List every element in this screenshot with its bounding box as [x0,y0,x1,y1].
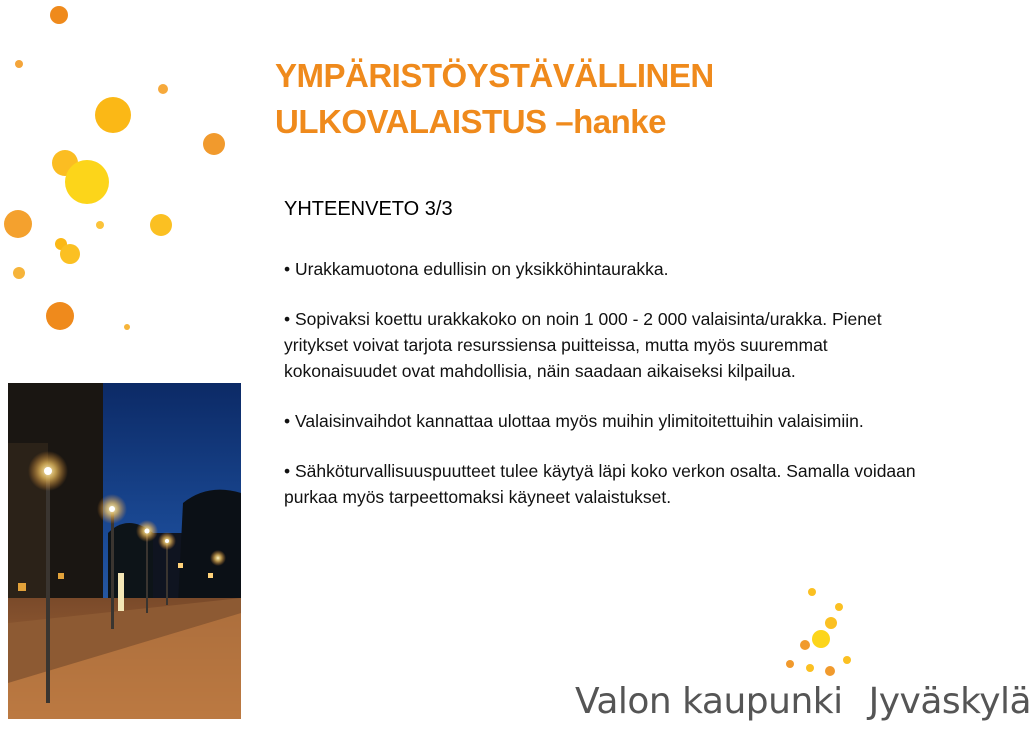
decor-dot [150,214,172,236]
street-photo [8,383,241,719]
bullet-paragraph: • Sähköturvallisuuspuutteet tulee käytyä läpi koko verkon osalta. Samalla voidaan purkaa myös tarpeettomaksi käyneet valaistukset. [284,461,916,507]
logo-dot [812,630,830,648]
logo-dot [843,656,851,664]
decor-dot [96,221,104,229]
bullet-paragraph: • Sopivaksi koettu urakkakoko on noin 1 000 - 2 000 valaisinta/urakka. Pienet yritykset voivat tarjota resurssiensa puitteissa, mutta myös suuremmat kokonaisuudet ovat mahdollisia, näin saadaan aikaiseksi kilpailua. [284,309,882,381]
logo-text-left: Valon kaupunki [575,681,843,722]
logo-dot [825,666,835,676]
bullet-paragraph: • Urakkamuotona edullisin on yksikköhintaurakka. [284,259,669,279]
decor-dot [46,302,74,330]
decor-dot [50,6,68,24]
decor-dot [13,267,25,279]
decor-dot [60,244,80,264]
logo-dot [786,660,794,668]
logo-dot [825,617,837,629]
logo-text-right: Jyväskylä [868,681,1031,722]
slide-body [284,256,924,534]
logo-dot [800,640,810,650]
decor-dot [124,324,130,330]
city-logo [575,680,1031,724]
logo-dot [806,664,814,672]
slide-subtitle: YHTEENVETO 3/3 [284,198,453,220]
bullet-paragraph: • Valaisinvaihdot kannattaa ulottaa myös muihin ylimitoitettuihin valaisimiin. [284,411,864,431]
logo-dot [835,603,843,611]
street-photo-illustration [8,383,241,719]
logo-dot [808,588,816,596]
title-line-2: ULKOVALAISTUS –hanke [275,103,666,140]
decor-dot [15,60,23,68]
slide-title [275,53,714,145]
title-line-1: YMPÄRISTÖYSTÄVÄLLINEN [275,57,714,94]
decor-dot [95,97,131,133]
decor-dot [4,210,32,238]
decor-dot [158,84,168,94]
decor-dot [65,160,109,204]
decor-dot [203,133,225,155]
